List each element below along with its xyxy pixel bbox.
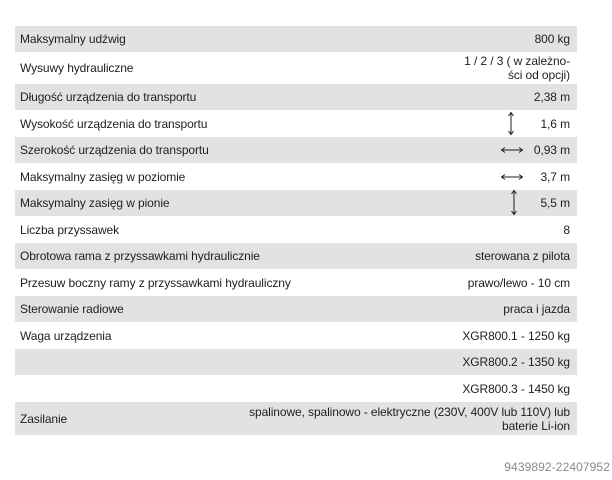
- watermark: 9439892-22407952: [504, 460, 610, 474]
- spec-value: [464, 54, 570, 82]
- spec-value-line: ści od opcji): [507, 68, 570, 82]
- spec-value: 0,93 m: [533, 143, 570, 157]
- spec-value-line: baterie Li-ion: [502, 418, 570, 433]
- spec-value: prawo/lewo - 10 cm: [467, 275, 570, 290]
- spec-row-weight-2: [15, 349, 577, 375]
- spec-label: Sterowanie radiowe: [20, 302, 124, 316]
- spec-value-line: 1 / 2 / 3 ( w zależno-: [464, 54, 570, 68]
- vertical-arrow-icon: [507, 111, 515, 136]
- spec-row-weight-3: [15, 375, 577, 402]
- spec-label: Szerokość urządzenia do transportu: [20, 143, 209, 157]
- spec-value: praca i jazda: [503, 302, 570, 316]
- spec-row-rotating-frame: [15, 243, 577, 269]
- spec-row-transport-length: [15, 84, 577, 110]
- vertical-arrow-icon: [510, 189, 518, 216]
- spec-label: Maksymalny udźwig: [20, 32, 126, 46]
- spec-row-side-shift: [15, 269, 577, 296]
- spec-row-vertical-reach: [15, 190, 577, 216]
- spec-value: [249, 405, 570, 433]
- spec-row-weight: [15, 322, 577, 349]
- spec-row-transport-width: [15, 137, 577, 163]
- spec-row-suction-cups: [15, 216, 577, 243]
- spec-value: sterowana z pilota: [475, 249, 570, 263]
- spec-label: Liczba przyssawek: [20, 222, 120, 237]
- spec-label: Maksymalny zasięg w poziomie: [20, 169, 186, 184]
- spec-value: 3,7 m: [540, 169, 570, 184]
- spec-label: Maksymalny zasięg w pionie: [20, 196, 170, 210]
- spec-row-max-load: [15, 26, 577, 52]
- spec-value: XGR800.1 - 1250 kg: [462, 328, 570, 343]
- spec-row-power-supply: [15, 402, 577, 435]
- spec-value: 1,6 m: [540, 116, 570, 131]
- horizontal-arrow-icon: [500, 146, 524, 154]
- spec-row-horizontal-reach: [15, 163, 577, 190]
- spec-label: Waga urządzenia: [20, 328, 112, 343]
- spec-table: [15, 26, 577, 435]
- spec-label: Obrotowa rama z przyssawkami hydraulicznie: [20, 249, 260, 263]
- spec-value-line: spalinowe, spalinowo - elektryczne (230V, 400V lub 110V) lub: [249, 404, 570, 419]
- spec-row-radio-control: [15, 296, 577, 322]
- spec-value: XGR800.3 - 1450 kg: [462, 381, 570, 396]
- spec-value: 800 kg: [534, 32, 570, 46]
- spec-row-transport-height: [15, 110, 577, 137]
- spec-value: 5,5 m: [540, 196, 570, 210]
- horizontal-arrow-icon: [500, 173, 524, 181]
- spec-label: Długość urządzenia do transportu: [20, 90, 197, 104]
- spec-value: XGR800.2 - 1350 kg: [462, 355, 570, 369]
- spec-label: Wysokość urządzenia do transportu: [20, 116, 208, 131]
- spec-value: 8: [563, 222, 570, 237]
- spec-label: Wysuwy hydrauliczne: [20, 61, 134, 75]
- spec-row-hydraulic-extensions: [15, 52, 577, 84]
- spec-value: 2,38 m: [533, 90, 570, 104]
- spec-label: Przesuw boczny ramy z przyssawkami hydrauliczny: [20, 275, 291, 290]
- spec-label: Zasilanie: [20, 411, 68, 426]
